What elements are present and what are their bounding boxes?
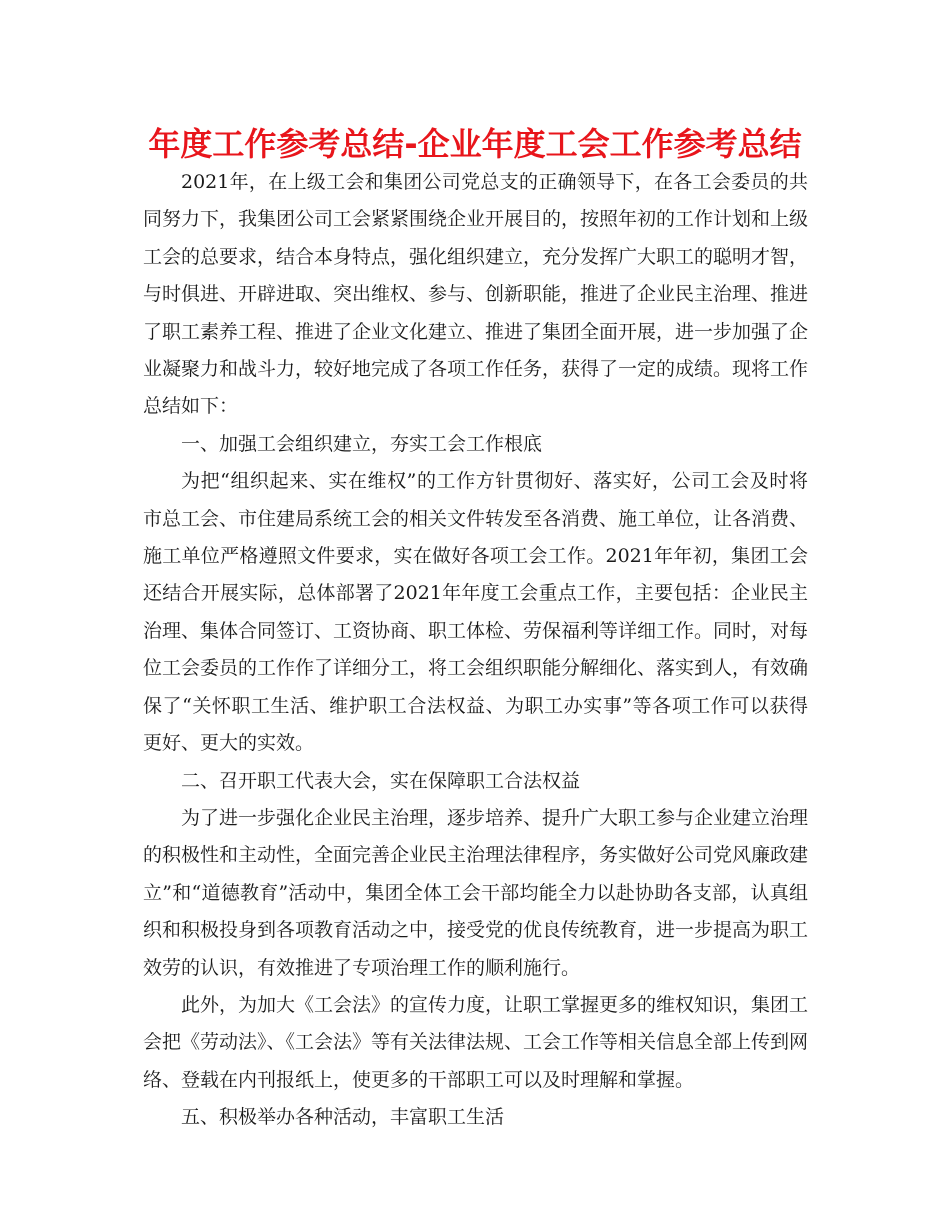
section-heading-1: 一、加强工会组织建立，夯实工会工作根底 [181,432,543,455]
document-title: 年度工作参考总结-企业年度工会工作参考总结 [148,125,802,163]
paragraph-section-2: 为了进一步强化企业民主治理，逐步培养、提升广大职工参与企业建立治理的积极性和主动性，全面完善企业民主治理法律程序，务实做好公司党风廉政建立”和“道德教育”活动中，集团全体工会干部均能全力以赴协助各支部，认真组织和积极投身到各项教育活动之中，接受党的优良传统教育，进一步提高为职工效劳的认识，有效推进了专项治理工作的顺利施行。 [143,806,809,979]
document-body [143,164,808,1137]
paragraph-intro: 2021年，在上级工会和集团公司党总支的正确领导下，在各工会委员的共同努力下，我集团公司工会紧紧围绕企业开展目的，按照年初的工作计划和上级工会的总要求，结合本身特点，强化组织建立，充分发挥广大职工的聪明才智，与时俱进、开辟进取、突出维权、参与、创新职能，推进了企业民主治理、推进了职工素养工程、推进了企业文化建立、推进了集团全面开展，进一步加强了企业凝聚力和战斗力，较好地完成了各项工作任务，获得了一定的成绩。现将工作总结如下： [143,171,809,418]
section-heading-2: 二、召开职工代表大会，实在保障职工合法权益 [181,769,581,792]
paragraph-section-2-extra: 此外，为加大《工会法》的宣传力度，让职工掌握更多的维权知识，集团工会把《劳动法》、《工会法》等有关法律法规、工会工作等相关信息全部上传到网络、登载在内刊报纸上，使更多的干部职工可以及时理解和掌握。 [143,993,809,1091]
paragraph-section-1: 为把“组织起来、实在维权”的工作方针贯彻好、落实好，公司工会及时将市总工会、市住建局系统工会的相关文件转发至各消费、施工单位，让各消费、施工单位严格遵照文件要求，实在做好各项工会工作。2021年年初，集团工会还结合开展实际，总体部署了2021年年度工会重点工作，主要包括：企业民主治理、集体合同签订、工资协商、职工体检、劳保福利等详细工作。同时，对每位工会委员的工作作了详细分工，将工会组织职能分解细化、落实到人，有效确保了“关怀职工生活、维护职工合法权益、为职工办实事”等各项工作可以获得更好、更大的实效。 [143,470,809,755]
section-heading-5: 五、积极举办各种活动，丰富职工生活 [181,1106,505,1129]
